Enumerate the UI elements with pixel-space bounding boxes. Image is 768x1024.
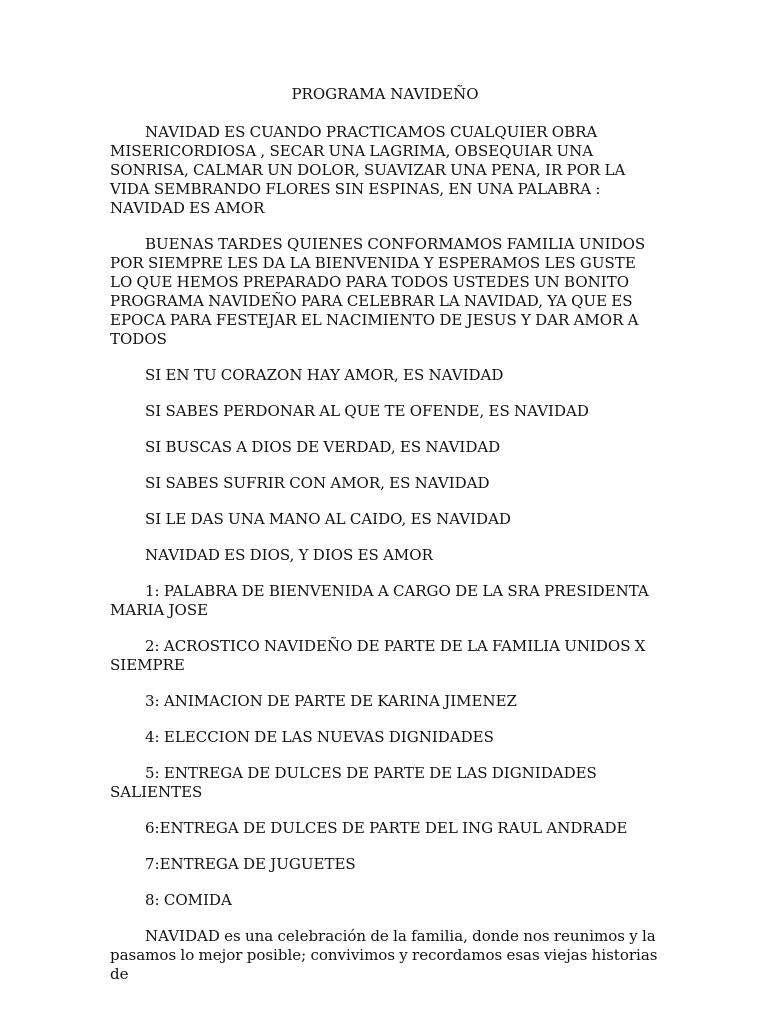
document-page — [110, 85, 660, 984]
program-item-4: 4: ELECCION DE LAS NUEVAS DIGNIDADES — [145, 728, 494, 746]
verse-line-4: SI SABES SUFRIR CON AMOR, ES NAVIDAD — [145, 474, 490, 492]
verse-line-5: SI LE DAS UNA MANO AL CAIDO, ES NAVIDAD — [145, 510, 511, 528]
program-item-5: 5: ENTREGA DE DULCES DE PARTE DE LAS DIGNIDADES SALIENTES — [110, 764, 597, 801]
program-item-2: 2: ACROSTICO NAVIDEÑO DE PARTE DE LA FAMILIA UNIDOS X SIEMPRE — [110, 637, 646, 674]
program-item-7: 7:ENTREGA DE JUGUETES — [145, 855, 356, 873]
program-item-8: 8: COMIDA — [145, 891, 232, 909]
document-title: PROGRAMA NAVIDEÑO — [291, 85, 479, 103]
verse-line-1: SI EN TU CORAZON HAY AMOR, ES NAVIDAD — [145, 366, 504, 384]
program-item-6: 6:ENTREGA DE DULCES DE PARTE DEL ING RAUL ANDRADE — [145, 819, 628, 837]
program-item-3: 3: ANIMACION DE PARTE DE KARINA JIMENEZ — [145, 692, 517, 710]
verse-line-2: SI SABES PERDONAR AL QUE TE OFENDE, ES NAVIDAD — [145, 402, 589, 420]
closing-paragraph: NAVIDAD es una celebración de la familia, donde nos reunimos y la pasamos lo mejor posible; convivimos y recordamos esas viejas historias de — [110, 927, 658, 983]
welcome-paragraph: BUENAS TARDES QUIENES CONFORMAMOS FAMILIA UNIDOS POR SIEMPRE LES DA LA BIENVENIDA Y ESPERAMOS LES GUSTE LO QUE HEMOS PREPARADO PARA TODOS USTEDES UN BONITO PROGRAMA NAVIDEÑO PARA CELEBRAR LA NAVIDAD, YA QUE ES EPOCA PARA FESTEJAR EL NACIMIENTO DE JESUS Y DAR AMOR A TODOS — [110, 235, 646, 348]
program-item-1: 1: PALABRA DE BIENVENIDA A CARGO DE LA SRA PRESIDENTA MARIA JOSE — [110, 582, 649, 619]
intro-paragraph: NAVIDAD ES CUANDO PRACTICAMOS CUALQUIER OBRA MISERICORDIOSA , SECAR UNA LAGRIMA, OBSEQUIAR UNA SONRISA, CALMAR UN DOLOR, SUAVIZAR UNA PENA, IR POR LA VIDA SEMBRANDO FLORES SIN ESPINAS, EN UNA PALABRA : NAVIDAD ES AMOR — [110, 123, 626, 217]
verse-line-6: NAVIDAD ES DIOS, Y DIOS ES AMOR — [145, 546, 433, 564]
verse-line-3: SI BUSCAS A DIOS DE VERDAD, ES NAVIDAD — [145, 438, 501, 456]
